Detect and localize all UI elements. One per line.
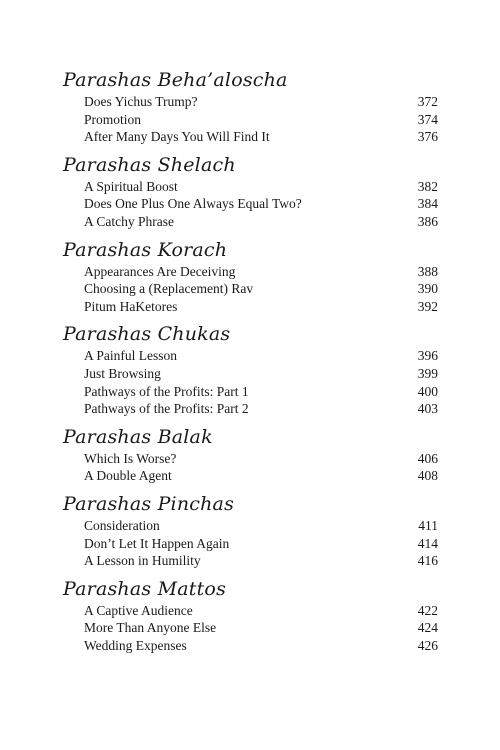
entry-title: Pitum HaKetores bbox=[84, 298, 178, 314]
entry-title: Pathways of the Profits: Part 1 bbox=[84, 383, 249, 399]
toc-section bbox=[63, 238, 438, 316]
toc-section bbox=[63, 425, 438, 485]
toc-section bbox=[63, 68, 438, 146]
toc-entry bbox=[63, 195, 438, 213]
entry-title: Don’t Let It Happen Again bbox=[84, 535, 230, 551]
entry-title: Which Is Worse? bbox=[84, 450, 177, 466]
entry-title: After Many Days You Will Find It bbox=[84, 129, 270, 145]
toc-entry bbox=[63, 517, 438, 535]
entry-title: A Spiritual Boost bbox=[84, 178, 178, 194]
entry-page-number: 414 bbox=[417, 535, 438, 551]
entry-page-number: 400 bbox=[417, 383, 438, 399]
table-of-contents bbox=[63, 68, 438, 661]
section-heading: Parashas Korach bbox=[63, 238, 228, 261]
entry-title: Pathways of the Profits: Part 2 bbox=[84, 401, 249, 417]
entry-title: Does One Plus One Always Equal Two? bbox=[84, 196, 302, 212]
section-heading: Parashas Shelach bbox=[63, 153, 236, 176]
toc-entry bbox=[63, 111, 438, 129]
entry-page-number: 422 bbox=[417, 602, 438, 618]
toc-entry bbox=[63, 383, 438, 401]
entry-page-number: 396 bbox=[417, 348, 438, 364]
section-heading: Parashas Balak bbox=[63, 425, 213, 448]
entry-page-number: 424 bbox=[417, 620, 438, 636]
toc-entry bbox=[63, 365, 438, 383]
entry-page-number: 399 bbox=[417, 365, 438, 381]
entry-title: Promotion bbox=[84, 111, 142, 127]
toc-section bbox=[63, 577, 438, 655]
entry-page-number: 408 bbox=[417, 468, 438, 484]
entry-title: More Than Anyone Else bbox=[84, 620, 217, 636]
toc-entry bbox=[63, 602, 438, 620]
entry-page-number: 386 bbox=[417, 213, 438, 229]
entry-page-number: 416 bbox=[417, 553, 438, 569]
entry-title: A Painful Lesson bbox=[84, 348, 177, 364]
toc-entry bbox=[63, 619, 438, 637]
entry-page-number: 392 bbox=[417, 298, 438, 314]
toc-entry bbox=[63, 280, 438, 298]
section-heading: Parashas Mattos bbox=[63, 577, 227, 600]
entry-page-number: 403 bbox=[417, 401, 438, 417]
section-heading: Parashas Pinchas bbox=[63, 492, 235, 515]
toc-entry bbox=[63, 467, 438, 485]
entry-title: Just Browsing bbox=[84, 365, 161, 381]
section-heading: Parashas Chukas bbox=[63, 323, 231, 346]
toc-section bbox=[63, 492, 438, 570]
toc-entry bbox=[63, 400, 438, 418]
toc-entry bbox=[63, 213, 438, 231]
entry-page-number: 388 bbox=[417, 263, 438, 279]
entry-title: Wedding Expenses bbox=[84, 637, 187, 653]
toc-entry bbox=[63, 535, 438, 553]
entry-title: A Lesson in Humility bbox=[84, 553, 201, 569]
entry-page-number: 382 bbox=[417, 178, 438, 194]
entry-page-number: 390 bbox=[417, 281, 438, 297]
toc-entry bbox=[63, 298, 438, 316]
entry-page-number: 406 bbox=[417, 450, 438, 466]
entry-page-number: 376 bbox=[417, 129, 438, 145]
toc-entry bbox=[63, 93, 438, 111]
toc-section bbox=[63, 153, 438, 231]
entry-title: A Catchy Phrase bbox=[84, 213, 174, 229]
toc-entry bbox=[63, 128, 438, 146]
entry-title: A Double Agent bbox=[84, 468, 172, 484]
toc-entry bbox=[63, 263, 438, 281]
toc-entry bbox=[63, 450, 438, 468]
entry-page-number: 384 bbox=[417, 196, 438, 212]
section-heading: Parashas Beha’aloscha bbox=[63, 69, 288, 91]
entry-page-number: 374 bbox=[417, 111, 438, 127]
toc-entry bbox=[63, 347, 438, 365]
entry-page-number: 426 bbox=[417, 637, 438, 653]
entry-title: Does Yichus Trump? bbox=[84, 94, 198, 109]
entry-page-number: 411 bbox=[418, 517, 438, 533]
entry-page-number: 372 bbox=[417, 94, 438, 109]
entry-title: A Captive Audience bbox=[84, 602, 193, 618]
entry-title: Appearances Are Deceiving bbox=[84, 263, 236, 279]
toc-entry bbox=[63, 637, 438, 655]
entry-title: Choosing a (Replacement) Rav bbox=[84, 281, 254, 297]
toc-section bbox=[63, 322, 438, 417]
entry-title: Consideration bbox=[84, 517, 160, 533]
toc-entry bbox=[63, 552, 438, 570]
toc-entry bbox=[63, 178, 438, 196]
